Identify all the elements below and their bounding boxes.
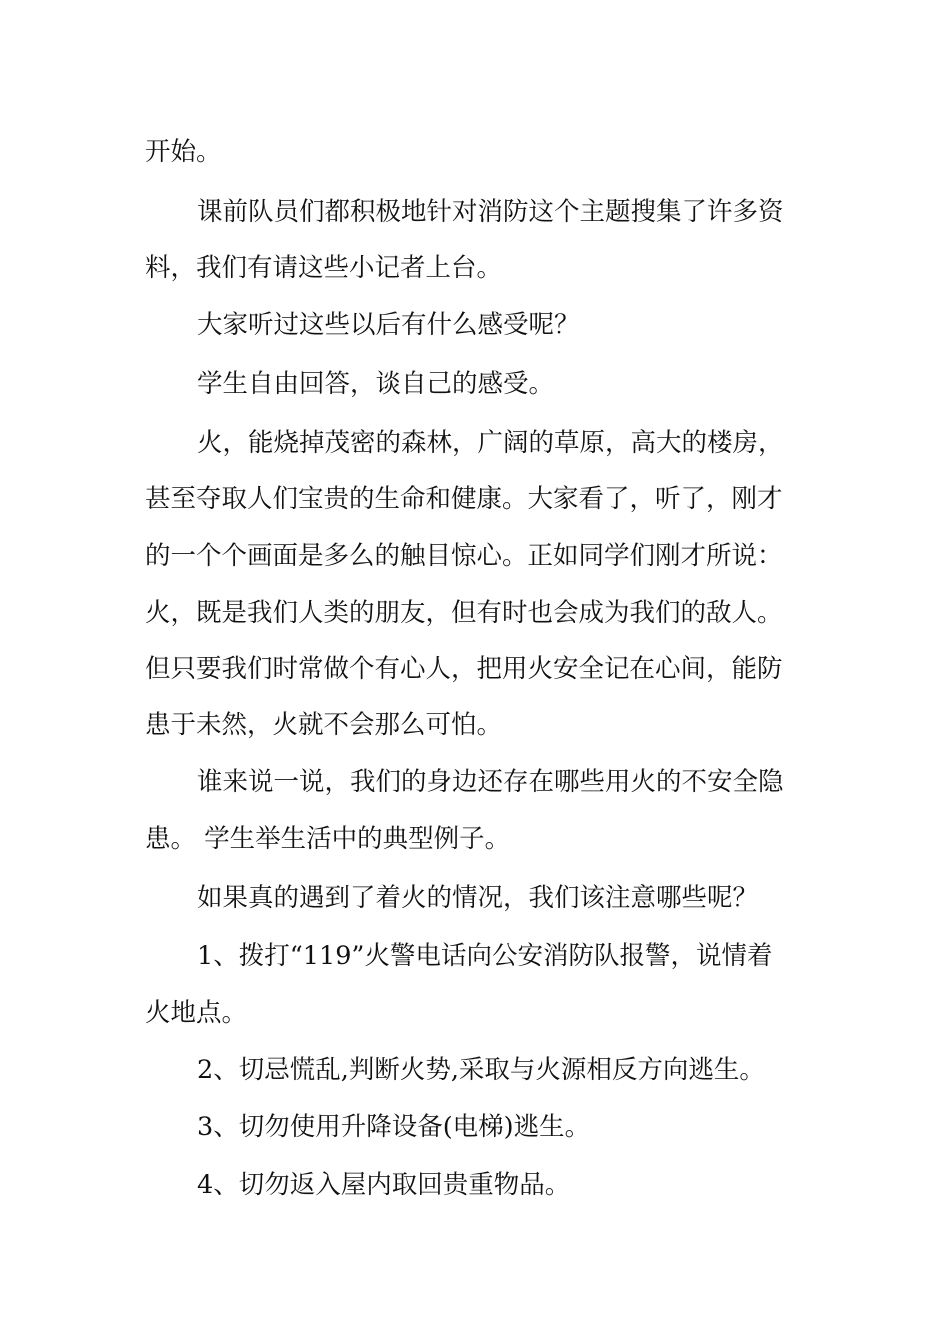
text-line: 患于未然，火就不会那么可怕。 [145,710,503,740]
text-line: 火地点。 [145,998,248,1028]
text-line: 但只要我们时常做个有心人，把用火安全记在心间，能防 [145,654,783,684]
paragraph-first-line: 火，能烧掉茂密的森林，广阔的草原，高大的楼房， [197,428,784,458]
text-line: 的一个个画面是多么的触目惊心。正如同学们刚才所说： [145,541,783,571]
paragraph-first-line: 学生自由回答，谈自己的感受。 [197,369,555,399]
paragraph-first-line: 课前队员们都积极地针对消防这个主题搜集了许多资 [197,197,784,227]
text-line: 开始。 [145,137,222,167]
list-item: 3、切勿使用升降设备(电梯)逃生。 [197,1112,591,1142]
text-line: 火，既是我们人类的朋友，但有时也会成为我们的敌人。 [145,598,783,628]
text-line: 料，我们有请这些小记者上台。 [145,253,503,283]
paragraph-first-line: 谁来说一说，我们的身边还存在哪些用火的不安全隐 [197,767,784,797]
text-line: 患。 学生举生活中的典型例子。 [145,824,511,854]
paragraph-first-line: 如果真的遇到了着火的情况，我们该注意哪些呢？ [197,883,759,913]
list-item: 1、拨打“119”火警电话向公安消防队报警，说情着 [197,941,773,971]
list-item: 4、切勿返入屋内取回贵重物品。 [197,1170,571,1200]
paragraph-first-line: 大家听过这些以后有什么感受呢？ [197,310,580,340]
list-item: 2、切忌慌乱,判断火势,采取与火源相反方向逃生。 [197,1055,765,1085]
text-line: 甚至夺取人们宝贵的生命和健康。大家看了，听了，刚才 [145,484,783,514]
